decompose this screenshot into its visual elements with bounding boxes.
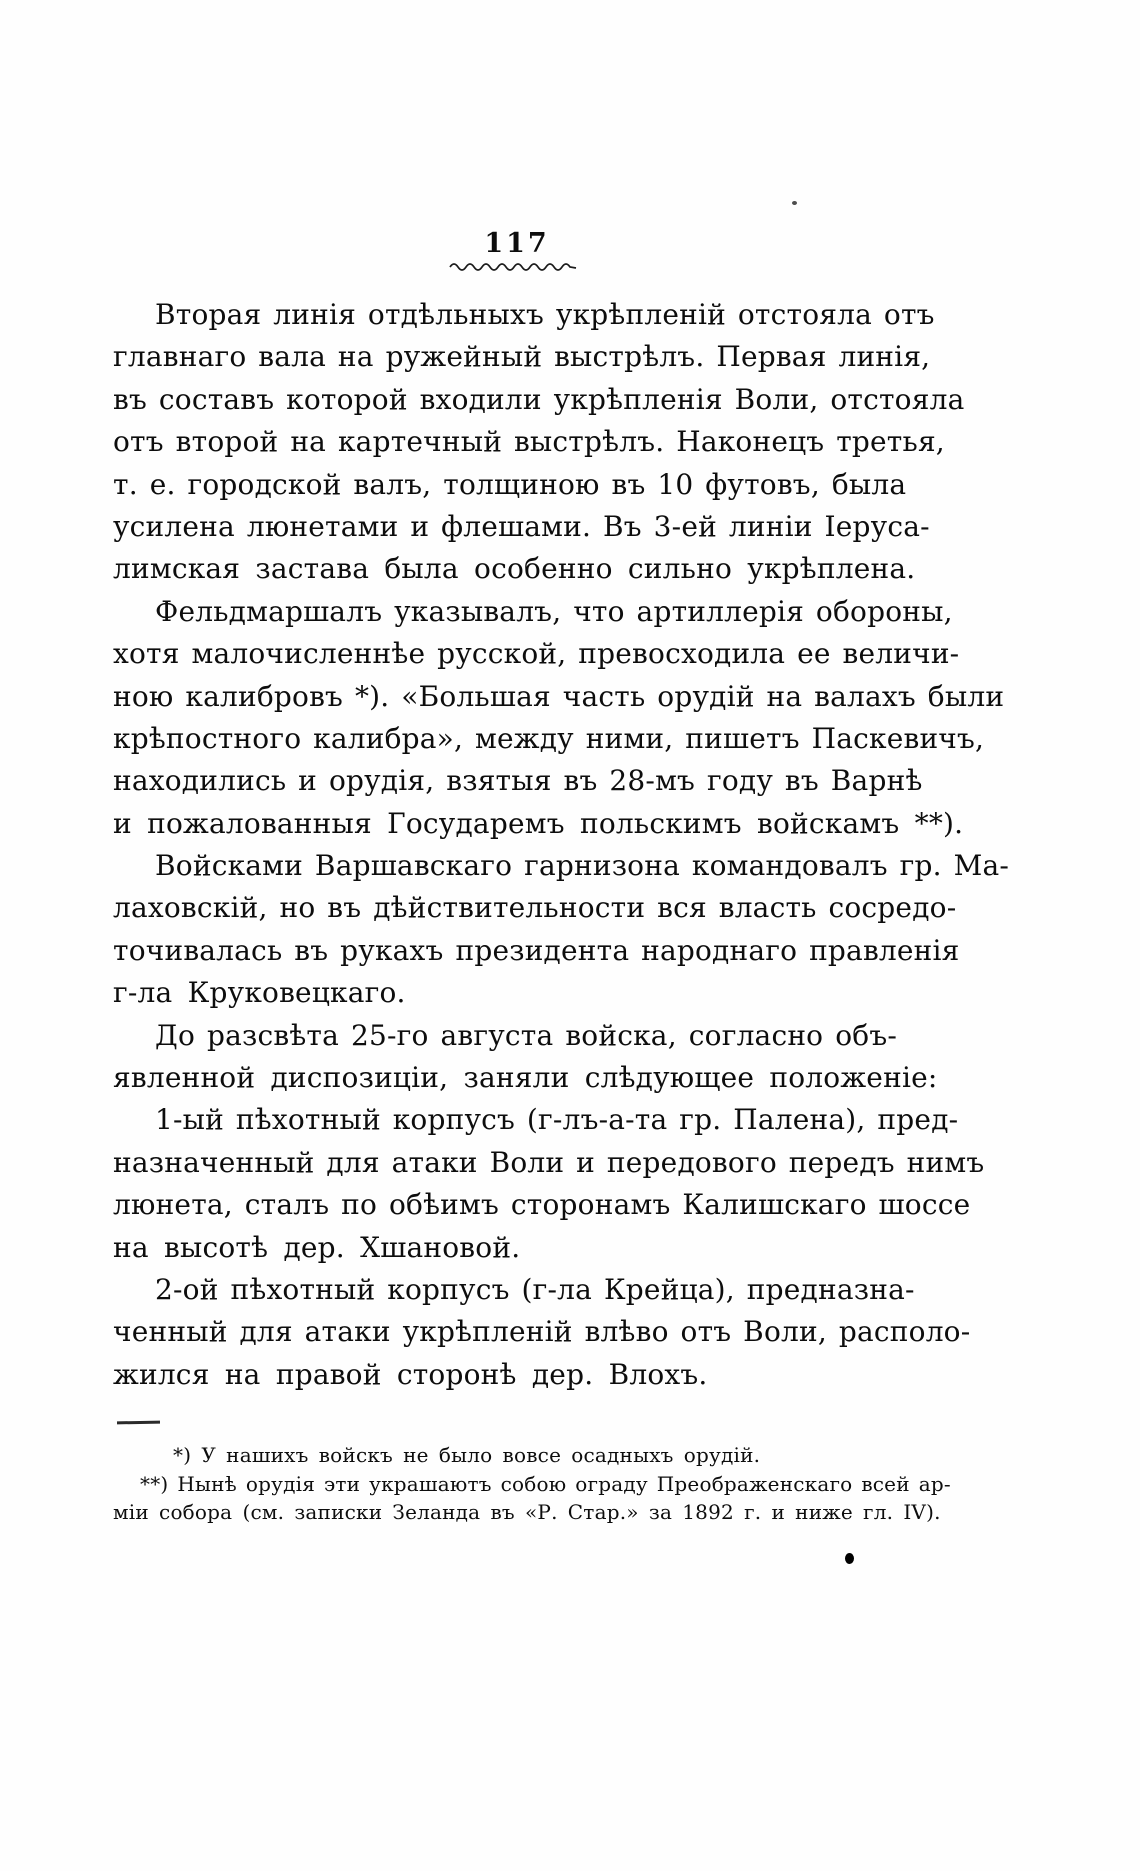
text-line: Фельдмаршалъ указывалъ, что артиллерія обороны, (155, 594, 953, 628)
text-line: крѣпостного калибра», между ними, пишетъ Паскевичъ, (113, 721, 985, 755)
text-line: До разсвѣта 25-го августа войска, согласно объ- (155, 1018, 897, 1052)
text-line: лаховскій, но въ дѣйствительности вся власть сосредо- (113, 891, 957, 925)
text-line: люнета, сталъ по обѣимъ сторонамъ Калишскаго шоссе (113, 1188, 971, 1222)
body-text (113, 294, 1010, 1396)
text-line: находились и орудія, взятыя въ 28-мъ году въ Варнѣ (113, 764, 923, 798)
text-line: хотя малочисленнѣе русской, превосходила ее величи- (113, 637, 960, 671)
text-line: точивалась въ рукахъ президента народнаго правленія (113, 933, 960, 967)
text-line: г-ла Круковецкаго. (113, 976, 406, 1010)
text-line: ченный для атаки укрѣпленій влѣво отъ Воли, располо- (113, 1315, 971, 1349)
text-line: и пожалованныя Государемъ польскимъ войскамъ **). (113, 806, 964, 840)
text-line: отъ второй на картечный выстрѣлъ. Наконецъ третья, (113, 425, 945, 459)
page-number: 117 (484, 228, 550, 259)
footnote-separator-dash (117, 1421, 160, 1425)
text-line: т. е. городской валъ, толщиною въ 10 футовъ, была (113, 467, 907, 501)
text-line: въ составъ которой входили укрѣпленія Воли, отстояла (113, 382, 965, 416)
text-line: Войсками Варшавскаго гарнизона командовалъ гр. Ма- (155, 849, 1010, 883)
footnote-line: **) Нынѣ орудія эти украшаютъ собою ограду Преображенскаго всей ар- (140, 1471, 951, 1496)
footnote-line: міи собора (см. записки Зеланда въ «Р. Стар.» за 1892 г. и ниже гл. IV). (113, 1500, 941, 1525)
text-line: усилена люнетами и флешами. Въ 3-ей линіи Іеруса- (113, 509, 930, 543)
squiggle-underline (448, 261, 586, 271)
text-line: лимская застава была особенно сильно укрѣплена. (113, 552, 916, 586)
text-line: главнаго вала на ружейный выстрѣлъ. Первая линія, (113, 340, 931, 374)
text-line: на высотѣ дер. Хшановой. (113, 1230, 521, 1264)
text-line: 2-ой пѣхотный корпусъ (г-ла Крейца), предназна- (155, 1272, 915, 1306)
text-line: 1-ый пѣхотный корпусъ (г-лъ-а-та гр. Палена), пред- (155, 1103, 959, 1137)
text-line: ною калибровъ *). «Большая часть орудій на валахъ были (113, 679, 1005, 713)
ink-speck-bottom (845, 1553, 854, 1564)
footnote-line: *) У нашихъ войскъ не было вовсе осадныхъ орудій. (173, 1443, 761, 1467)
text-line: явленной диспозиціи, заняли слѣдующее положеніе: (113, 1061, 938, 1095)
text-line: жился на правой сторонѣ дер. Влохъ. (113, 1357, 708, 1391)
footnotes (113, 1441, 951, 1527)
text-line: Вторая линія отдѣльныхъ укрѣпленій отстояла отъ (155, 298, 935, 331)
ink-speck-top (792, 201, 797, 205)
text-line: назначенный для атаки Воли и передового передъ нимъ (113, 1145, 985, 1179)
